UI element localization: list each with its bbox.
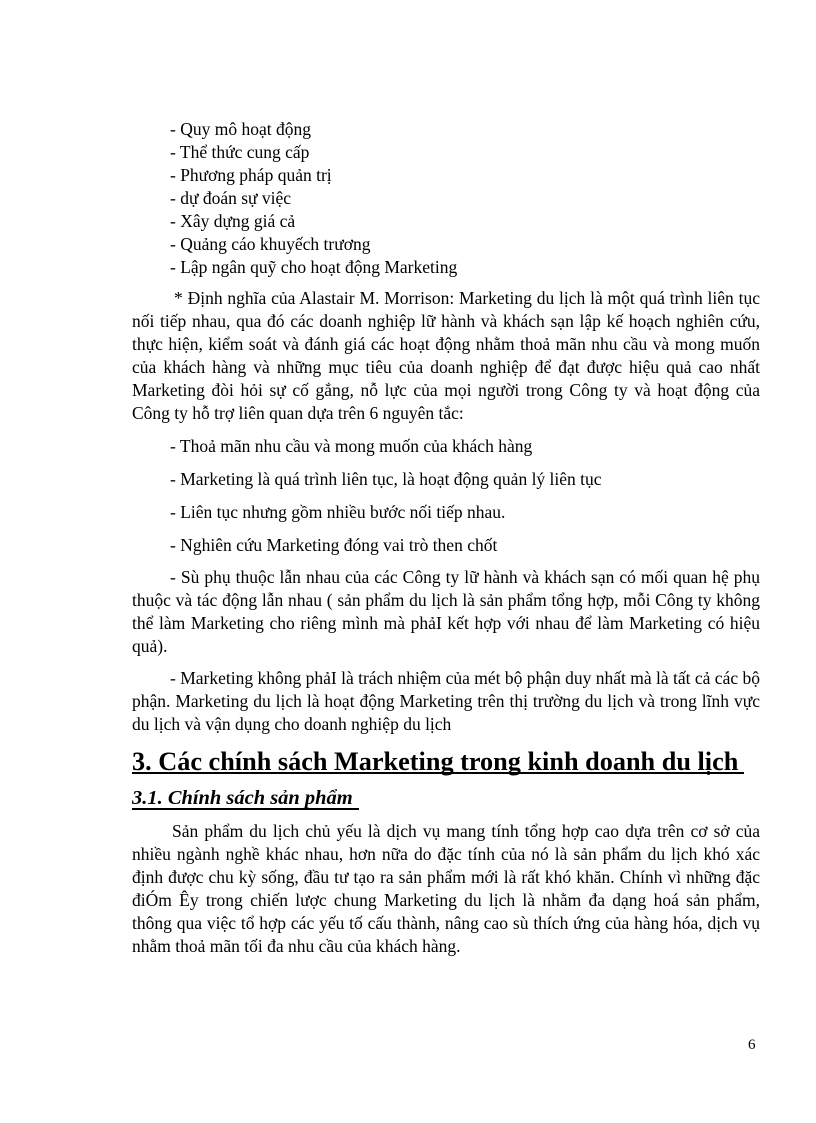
- principle-item: - Nghiên cứu Marketing đóng vai trò then chốt: [170, 535, 498, 555]
- principle-item: - Sù phụ thuộc lẫn nhau của các Công ty lữ hành và khách sạn có mối quan hệ phụ thuộc và tác động lẫn nhau ( sản phẩm du lịch là sản phẩm tổng hợp, mỗi Công ty không thể làm Marketing cho riêng mình mà phảI kết hợp với nhau để làm Marketing có hiệu quả).: [132, 567, 760, 656]
- bullet-list-top: [132, 118, 760, 279]
- list-item: - Quảng cáo khuyếch trương: [170, 234, 371, 254]
- principle-item: - Marketing không phảI là trách nhiệm của mét bộ phận duy nhất mà là tất cả các bộ phận. Marketing du lịch là hoạt động Marketing trên thị trường du lịch và trong lĩnh vực du lịch và vận dụng cho doanh nghiệp du lịch: [132, 668, 760, 734]
- subsection-heading: 3.1. Chính sách sản phẩm: [132, 788, 359, 810]
- list-item: - Xây dựng giá cả: [170, 211, 296, 231]
- page-number: 6: [748, 1037, 756, 1053]
- principle-item: - Liên tục nhưng gồm nhiều bước nối tiếp nhau.: [170, 502, 506, 522]
- list-item: - Lập ngân quỹ cho hoạt động Marketing: [170, 257, 458, 277]
- list-item: - Quy mô hoạt động: [170, 119, 311, 139]
- body-paragraph: Sản phẩm du lịch chủ yếu là dịch vụ mang tính tổng hợp cao dựa trên cơ sở của nhiều ngành nghề khác nhau, hơn nữa do đặc tính của nó là sản phẩm du lịch khó xác định được chu kỳ sống, đầu tư tạo ra sản phẩm mới là rất khó khăn. Chính vì những đặc điÓm Êy trong chiến lược chung Marketing du lịch là nhằm đa dạng hoá sản phẩm, thông qua việc tổ hợp các yếu tố cấu thành, nâng cao sù thích ứng của hàng hóa, dịch vụ nhằm thoả mãn tối đa nhu cầu của khách hàng.: [132, 821, 760, 956]
- document-page: [132, 118, 760, 958]
- section-heading: 3. Các chính sách Marketing trong kinh doanh du lịch: [132, 752, 744, 774]
- list-item: - dự đoán sự việc: [170, 188, 292, 208]
- list-item: - Phương pháp quản trị: [170, 165, 332, 185]
- definition-paragraph: * Định nghĩa của Alastair M. Morrison: Marketing du lịch là một quá trình liên tục nối tiếp nhau, qua đó các doanh nghiệp lữ hành và khách sạn lập kế hoạch nghiên cứu, thực hiện, kiểm soát và đánh giá các hoạt động nhằm thoả mãn nhu cầu và mong muốn của khách hàng và những mục tiêu của doanh nghiệp để đạt được hiệu quả cao nhất Marketing đòi hỏi sự cố gắng, nỗ lực của mọi người trong Công ty và hoạt động của Công ty hỗ trợ liên quan dựa trên 6 nguyên tắc:: [132, 288, 760, 423]
- principle-item: - Thoả mãn nhu cầu và mong muốn của khách hàng: [170, 436, 533, 456]
- principle-item: - Marketing là quá trình liên tục, là hoạt động quản lý liên tục: [170, 469, 602, 489]
- list-item: - Thể thức cung cấp: [170, 142, 310, 162]
